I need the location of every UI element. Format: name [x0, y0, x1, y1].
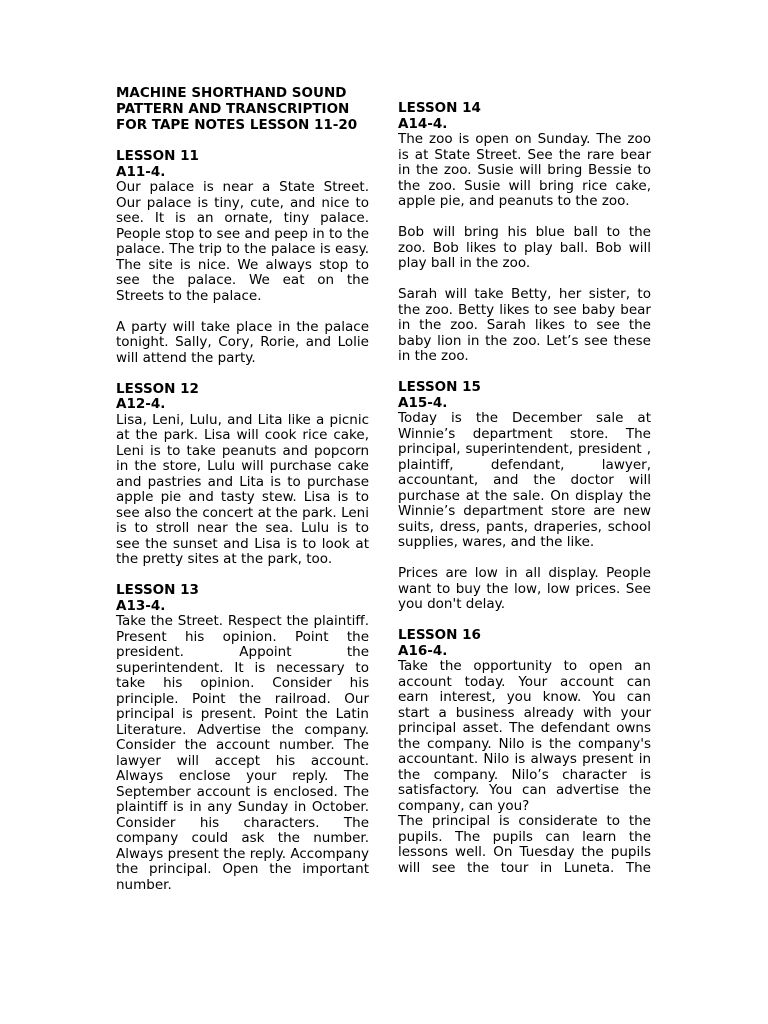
lesson-heading: LESSON 16: [398, 627, 481, 643]
lesson-heading: LESSON 12: [116, 380, 199, 397]
lesson-paragraph: A party will take place in the palace tonight. Sally, Cory, Rorie, and Lolie will attend the party.: [116, 318, 369, 366]
lesson-paragraph: The zoo is open on Sunday. The zoo is at State Street. See the rare bear in the zoo. Susie will bring Bessie to the zoo. Susie will bring rice cake, apple pie, and peanuts to the zoo.: [398, 131, 651, 209]
lesson-11: [116, 149, 369, 366]
lesson-paragraph: Bob will bring his blue ball to the zoo. Bob likes to play ball. Bob will play ball in the zoo.: [398, 224, 651, 271]
right-column: [398, 101, 651, 892]
exercise-code: A15-4.: [398, 394, 448, 411]
lesson-paragraph: Sarah will take Betty, her sister, to the zoo. Betty likes to see baby bear in the zoo. Sarah likes to see the baby lion in the zoo. Let’s see these in the zoo.: [398, 286, 651, 364]
left-column: [116, 86, 369, 909]
lesson-12: [116, 382, 369, 568]
lesson-13: [116, 583, 369, 893]
exercise-code: A12-4.: [116, 396, 166, 413]
lesson-paragraph: The principal is considerate to the pupils. The pupils can learn the lessons well. On Tuesday the pupils will see the tour in Luneta. The: [398, 813, 651, 876]
exercise-code: A16-4.: [398, 642, 448, 659]
lesson-paragraph: Prices are low in all display. People want to buy the low, low prices. See you don't delay.: [398, 565, 651, 612]
lesson-paragraph: Our palace is near a State Street. Our palace is tiny, cute, and nice to see. It is an ornate, tiny palace. People stop to see and peep in to the palace. The trip to the palace is easy. The site is nice. We always stop to see the palace. We eat on the Streets to the palace.: [116, 179, 369, 304]
lesson-paragraph: Take the opportunity to open an account today. Your account can earn interest, you know. You can start a business already with your principal asset. The defendant owns the company. Nilo is the company's accountant. Nilo is always present in the company. Nilo’s character is satisfactory. You can advertise the company, can you?: [398, 658, 651, 814]
lesson-heading: LESSON 14: [398, 100, 481, 116]
lesson-heading: LESSON 15: [398, 379, 481, 395]
lesson-14: [398, 101, 651, 365]
exercise-code: A11-4.: [116, 163, 166, 180]
document-title: MACHINE SHORTHAND SOUND PATTERN AND TRANSCRIPTION FOR TAPE NOTES LESSON 11-20: [116, 85, 358, 133]
lesson-16: [398, 628, 651, 876]
lesson-heading: LESSON 13: [116, 582, 199, 599]
lesson-15: [398, 380, 651, 613]
exercise-code: A13-4.: [116, 597, 166, 614]
lesson-paragraph: Lisa, Leni, Lulu, and Lita like a picnic at the park. Lisa will cook rice cake, Leni is to take peanuts and popcorn in the store, Lulu will purchase cake and pastries and Lita is to purchase apple pie and tasty stew. Lisa is to see also the concert at the park. Leni is to stroll near the sea. Lulu is to see the sunset and Lisa is to look at the pretty sites at the park, too.: [116, 411, 369, 568]
lesson-paragraph: Today is the December sale at Winnie’s department store. The principal, superintendent, president , plaintiff, defendant, lawyer, accountant, and the doctor will purchase at the sale. On display the Winnie’s department store are new suits, dress, pants, draperies, school supplies, wares, and the like.: [398, 410, 651, 550]
lesson-heading: LESSON 11: [116, 148, 199, 165]
exercise-code: A14-4.: [398, 115, 448, 132]
lesson-paragraph: Take the Street. Respect the plaintiff. Present his opinion. Point the president. Appoint the superintendent. It is necessary to take his opinion. Consider his principle. Point the railroad. Our principal is present. Point the Latin Literature. Advertise the company. Consider the account number. The lawyer will accept his account. Always enclose your reply. The September account is enclosed. The plaintiff is in any Sunday in October. Consider his characters. The company could ask the number. Always present the reply. Accompany the principal. Open the important number.: [116, 613, 369, 893]
